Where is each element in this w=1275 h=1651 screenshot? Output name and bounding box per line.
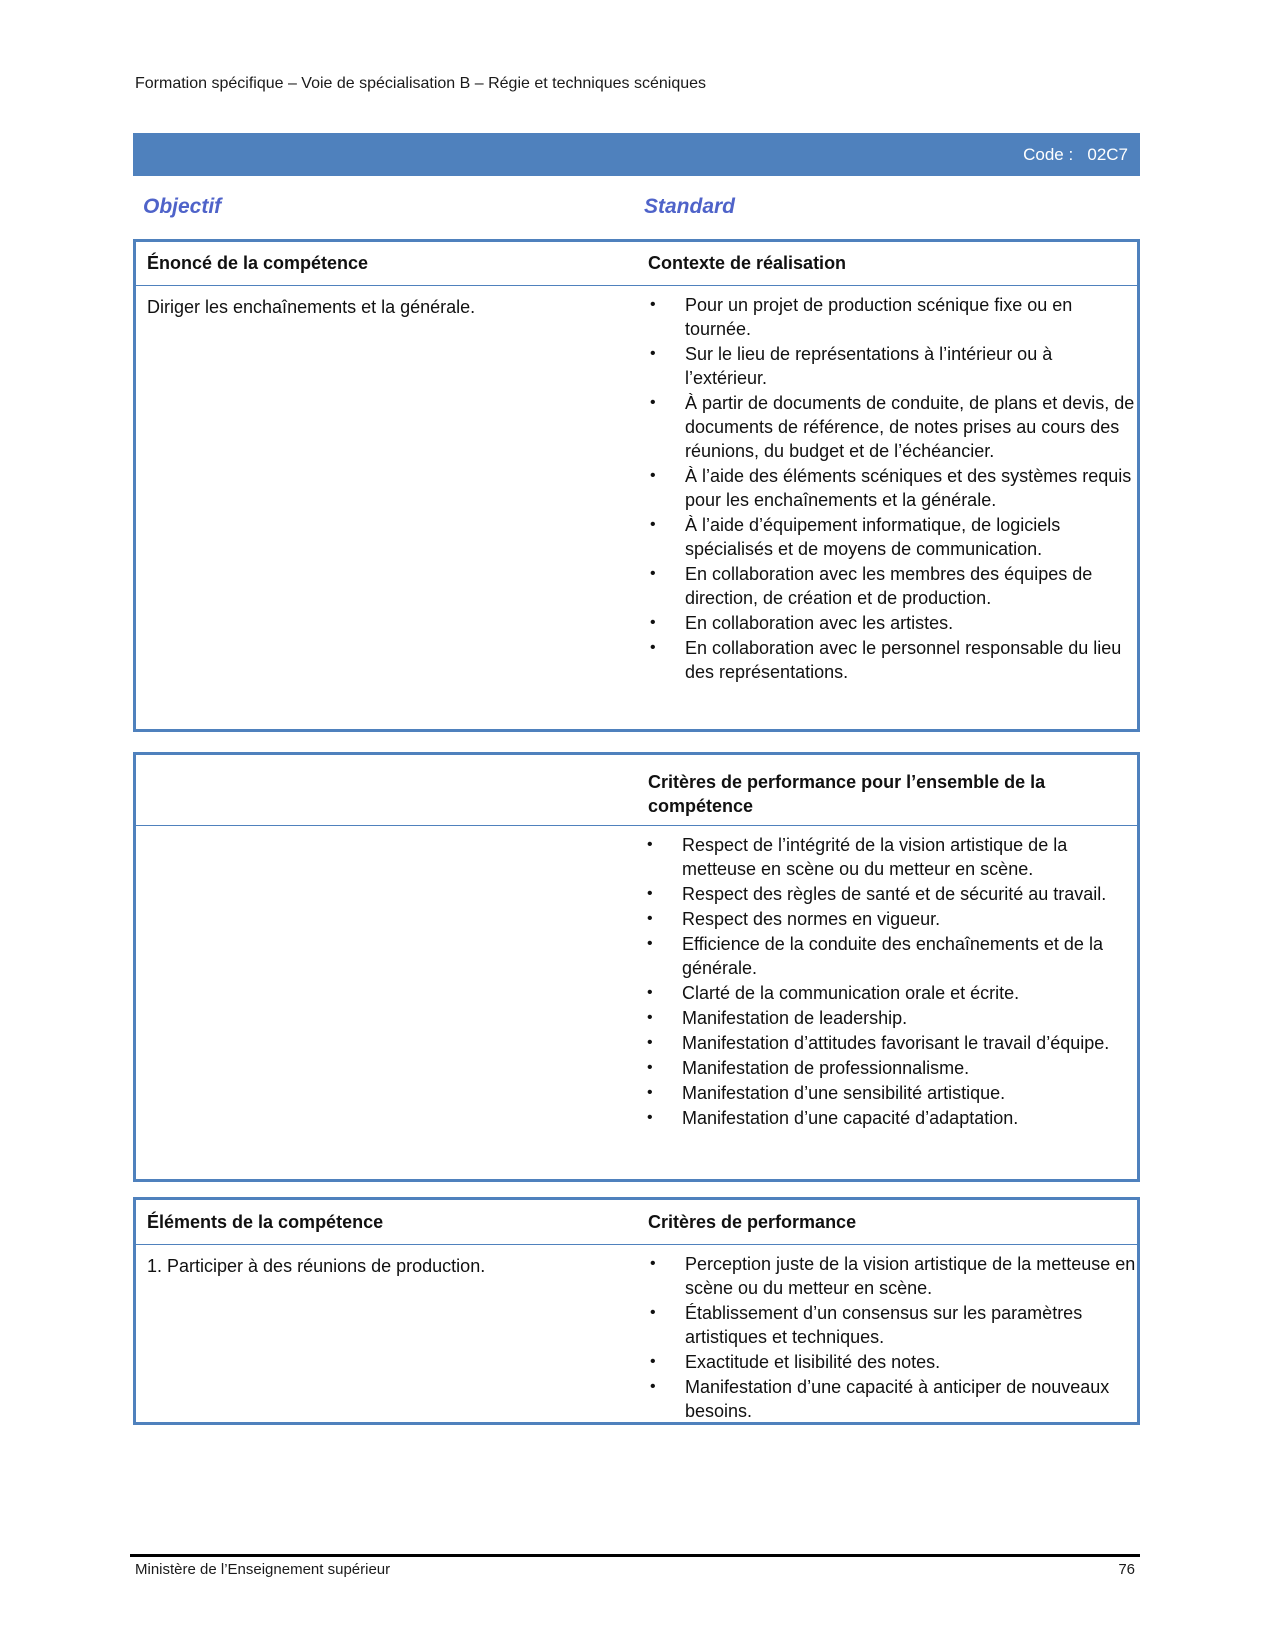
list-item: • Manifestation de professionnalisme. <box>645 1056 1135 1080</box>
competence-table <box>133 239 1140 732</box>
competence-element-1: 1. Participer à des réunions de production. <box>147 1256 486 1276</box>
list-item: • Clarté de la communication orale et écrite. <box>645 981 1135 1005</box>
elements-header: Éléments de la compétence <box>147 1212 384 1232</box>
list-item: • À l’aide d’équipement informatique, de logiciels spécialisés et de moyens de communication. <box>648 513 1138 561</box>
elements-table-header <box>136 1200 1137 1245</box>
overall-criteria-header <box>136 755 1137 826</box>
context-list <box>648 293 1138 685</box>
list-item: • Respect de l’intégrité de la vision artistique de la metteuse en scène ou du metteur en scène. <box>645 833 1135 881</box>
objective-heading: Objectif <box>143 195 222 218</box>
context-header: Contexte de réalisation <box>648 253 847 273</box>
code-value: 02C7 <box>1087 145 1128 164</box>
code-bar <box>133 133 1140 176</box>
list-item: • À partir de documents de conduite, de plans et devis, de documents de référence, de notes prises au cours des réunions, du budget et de l’échéancier. <box>648 391 1138 463</box>
overall-criteria-title: Critères de performance pour l’ensemble de la compétence <box>648 772 1046 816</box>
list-item: • Manifestation d’une capacité à anticiper de nouveaux besoins. <box>648 1375 1138 1423</box>
standard-heading: Standard <box>644 195 736 218</box>
list-item: • En collaboration avec les artistes. <box>648 611 1138 635</box>
code-label: Code : <box>1023 145 1074 164</box>
list-item: • À l’aide des éléments scéniques et des systèmes requis pour les enchaînements et la générale. <box>648 464 1138 512</box>
list-item: • En collaboration avec le personnel responsable du lieu des représentations. <box>648 636 1138 684</box>
competence-table-header <box>136 242 1137 286</box>
statement-header: Énoncé de la compétence <box>147 253 369 273</box>
list-item: • Respect des règles de santé et de sécurité au travail. <box>645 882 1135 906</box>
elements-table <box>133 1197 1140 1425</box>
competence-statement: Diriger les enchaînements et la générale. <box>147 297 476 317</box>
list-item: • Manifestation de leadership. <box>645 1006 1135 1030</box>
list-item: • Manifestation d’une sensibilité artistique. <box>645 1081 1135 1105</box>
list-item: • Efficience de la conduite des enchaînements et de la générale. <box>645 932 1135 980</box>
page-number: 76 <box>1118 1561 1135 1578</box>
list-item: • Exactitude et lisibilité des notes. <box>648 1350 1138 1374</box>
list-item: • En collaboration avec les membres des équipes de direction, de création et de production. <box>648 562 1138 610</box>
element-criteria-list <box>648 1252 1138 1424</box>
competency-code <box>1023 145 1128 165</box>
list-item: • Sur le lieu de représentations à l’intérieur ou à l’extérieur. <box>648 342 1138 390</box>
criteria-header: Critères de performance <box>648 1212 857 1232</box>
footer-ministry: Ministère de l’Enseignement supérieur <box>135 1561 391 1578</box>
list-item: • Pour un projet de production scénique fixe ou en tournée. <box>648 293 1138 341</box>
list-item: • Respect des normes en vigueur. <box>645 907 1135 931</box>
list-item: • Perception juste de la vision artistique de la metteuse en scène ou du metteur en scène. <box>648 1252 1138 1300</box>
list-item: • Manifestation d’attitudes favorisant le travail d’équipe. <box>645 1031 1135 1055</box>
list-item: • Manifestation d’une capacité d’adaptation. <box>645 1106 1135 1130</box>
overall-criteria-list <box>645 833 1135 1131</box>
document-header: Formation spécifique – Voie de spécialisation B – Régie et techniques scéniques <box>135 75 707 92</box>
overall-criteria-table <box>133 752 1140 1182</box>
footer-rule <box>130 1554 1140 1557</box>
list-item: • Établissement d’un consensus sur les paramètres artistiques et techniques. <box>648 1301 1138 1349</box>
